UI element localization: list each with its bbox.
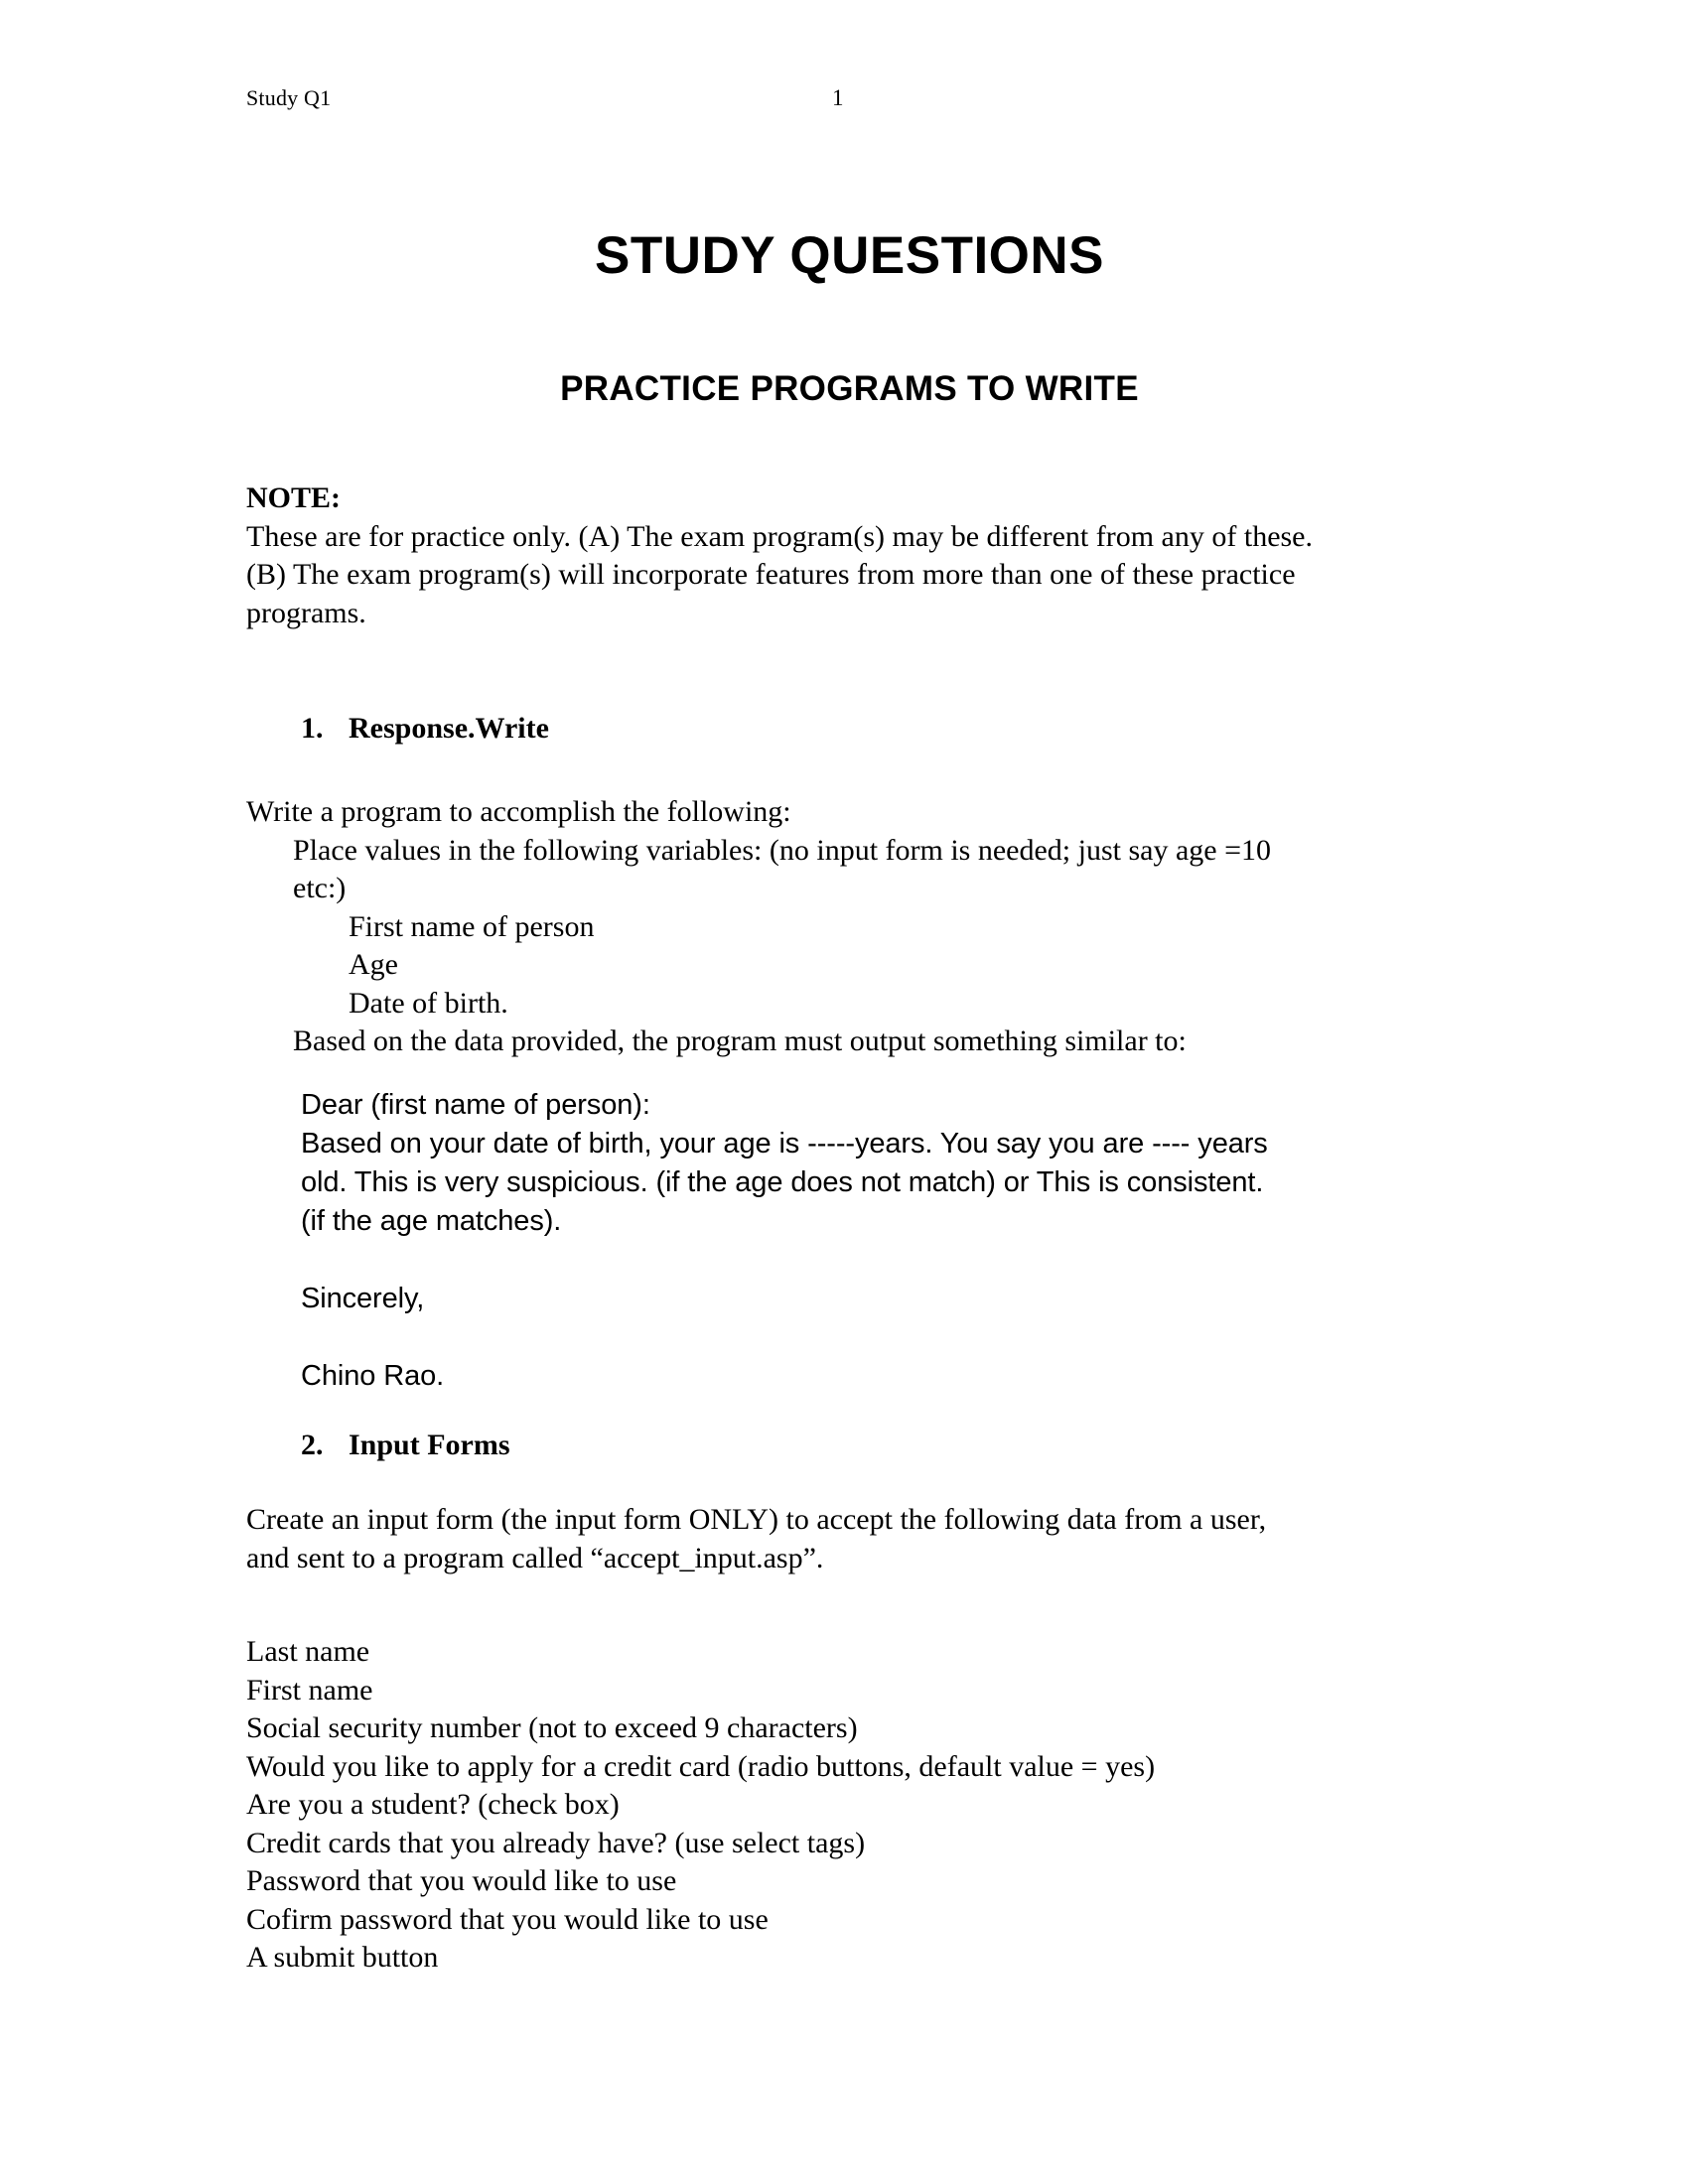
sample-output-block (301, 1086, 1453, 1396)
sample-output-line: Dear (first name of person): (301, 1089, 650, 1121)
field-list-item: Password that you would like to use (246, 1864, 677, 1897)
note-line: (B) The exam program(s) will incorporate features from more than one of these practice (246, 558, 1296, 591)
question-2-body (246, 1501, 1453, 1577)
q1-line: etc:) (293, 872, 347, 904)
field-list-item: Would you like to apply for a credit card (radio buttons, default value = yes) (246, 1749, 1156, 1783)
note-section (246, 479, 1453, 632)
q2-line: and sent to a program called “accept_input.asp”. (246, 1541, 824, 1574)
sample-output-signoff: Sincerely, (301, 1283, 425, 1314)
field-list-item: Social security number (not to exceed 9 characters) (246, 1711, 858, 1744)
sample-output-signature: Chino Rao. (301, 1360, 445, 1392)
question-2-heading (301, 1427, 1195, 1465)
question-2-number: 2. (301, 1429, 324, 1461)
note-line: programs. (246, 596, 366, 629)
sample-output-spacer (301, 1241, 1453, 1280)
question-1-title: Response.Write (349, 712, 549, 745)
question-1-number: 1. (301, 712, 324, 745)
sample-output-line: old. This is very suspicious. (if the age does not match) or This is consistent. (301, 1166, 1264, 1198)
q1-line: Date of birth. (349, 986, 508, 1020)
question-2-title: Input Forms (349, 1429, 510, 1461)
field-list-item: A submit button (246, 1941, 439, 1974)
note-line: These are for practice only. (A) The exam program(s) may be different from any of these. (246, 519, 1313, 553)
sample-output-spacer (301, 1318, 1453, 1357)
q2-line: Create an input form (the input form ONLY) to accept the following data from a user, (246, 1503, 1267, 1536)
q1-line: Write a program to accomplish the following: (246, 795, 791, 828)
sample-output-line: (if the age matches). (301, 1205, 562, 1237)
page-subtitle: PRACTICE PROGRAMS TO WRITE (560, 369, 1139, 408)
field-list-item: Are you a student? (check box) (246, 1788, 620, 1821)
sample-output-line: Based on your date of birth, your age is -----years. You say you are ---- years (301, 1128, 1268, 1160)
page-number: 1 (832, 85, 844, 110)
q1-line: First name of person (349, 909, 595, 943)
running-header (246, 85, 1448, 119)
q1-line: Place values in the following variables: (no input form is needed; just say age =10 (293, 833, 1272, 867)
note-heading: NOTE: (246, 481, 342, 514)
field-list-item: Cofirm password that you would like to use (246, 1902, 769, 1936)
question-2-field-list (246, 1633, 1453, 1978)
page-title: STUDY QUESTIONS (594, 226, 1105, 285)
question-1-body (246, 793, 1453, 1061)
field-list-item: Last name (246, 1635, 370, 1668)
field-list-item: First name (246, 1673, 373, 1706)
q1-line: Age (349, 948, 398, 981)
field-list-item: Credit cards that you already have? (use select tags) (246, 1826, 866, 1859)
q1-line: Based on the data provided, the program must output something similar to: (293, 1024, 1187, 1057)
header-document-label: Study Q1 (246, 85, 332, 110)
question-1-heading (301, 710, 1195, 749)
